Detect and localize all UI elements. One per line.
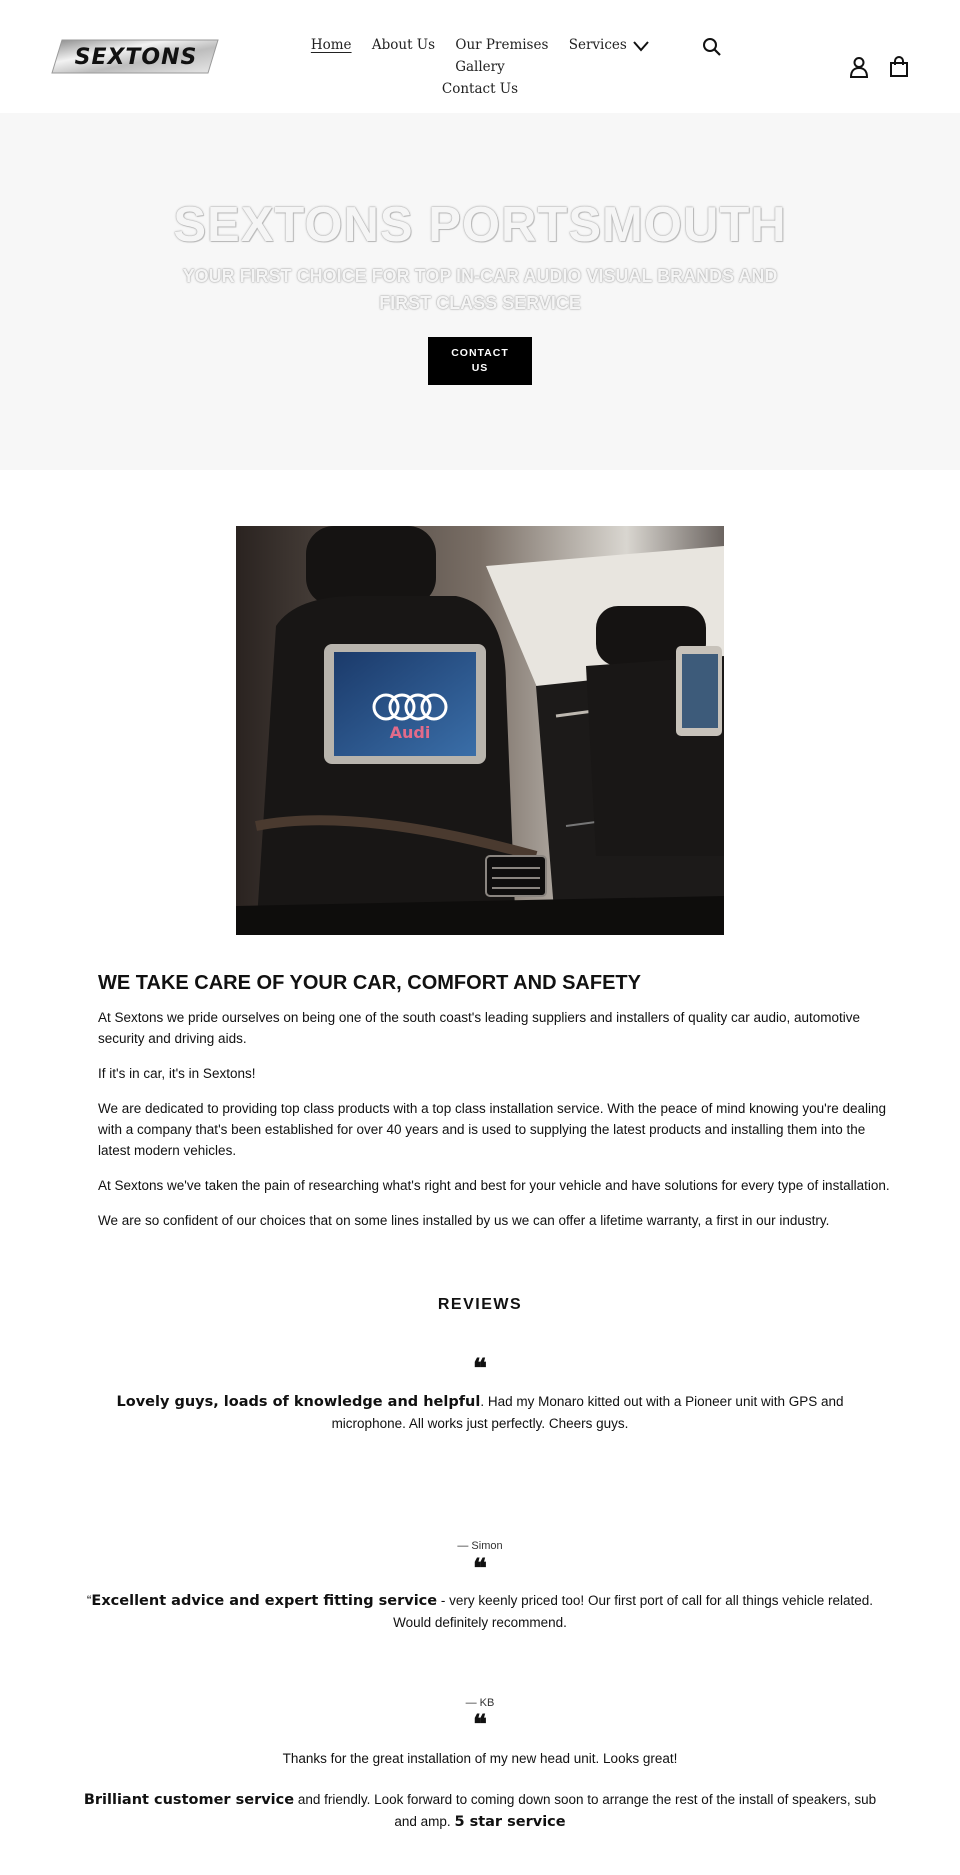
contact-us-button-line2[interactable]: US (471, 362, 489, 374)
about-heading: WE TAKE CARE OF YOUR CAR, COMFORT AND SAFETY (98, 972, 641, 994)
car-interior-image (236, 526, 724, 935)
about-paragraph-1: At Sextons we pride ourselves on being one of the south coast's leading suppliers and installers of quality car audio, automotive security and driving aids. (98, 1010, 861, 1046)
about-paragraph-5: We are so confident of our choices that on some lines installed by us we can offer a lifetime warranty, a first in our industry. (98, 1213, 830, 1228)
quote-icon: ❝ (473, 1710, 487, 1740)
hero-subtitle: YOUR FIRST CHOICE FOR TOP IN-CAR AUDIO VISUAL BRANDS AND FIRST CLASS SERVICE (182, 266, 778, 313)
quote-icon: ❝ (473, 1354, 487, 1384)
about-section (98, 972, 898, 1245)
review-3-highlight: Brilliant customer service (83, 1792, 295, 1808)
review-3-highlight-end: 5 star service (454, 1814, 566, 1830)
about-paragraph-3: We are dedicated to providing top class products with a top class installation service. With the peace of mind knowing you're dealing with a company that's been established for over 40 years and is used to supplying the latest products and installing them into the latest modern vehicles. (98, 1101, 887, 1158)
review-2-text (80, 1590, 880, 1633)
review-1-body: . Had my Monaro kitted out with a Pioneer unit with GPS and microphone. All works just perfectly. Cheers guys. (331, 1394, 844, 1431)
nav-services[interactable] (569, 34, 649, 56)
review-3-line1: Thanks for the great installation of my new head unit. Looks great! (282, 1751, 678, 1766)
review-3-text (80, 1789, 880, 1833)
nav-contact-us[interactable]: Contact Us (441, 81, 519, 97)
contact-us-button[interactable] (428, 337, 532, 385)
review-2-author: — KB (465, 1697, 495, 1709)
about-paragraph-2: If it's in car, it's in Sextons! (98, 1066, 256, 1081)
car-interior-illustration (236, 526, 724, 935)
nav-gallery[interactable]: Gallery (455, 59, 505, 75)
review-1-highlight: Lovely guys, loads of knowledge and helpful (116, 1394, 481, 1410)
nav-services-label[interactable]: Services (568, 37, 627, 53)
cart-icon[interactable] (889, 56, 909, 78)
review-3-body: and friendly. Look forward to coming down soon to arrange the rest of the install of speakers, sub and amp. (294, 1792, 877, 1829)
review-2-highlight: Excellent advice and expert fitting service (91, 1593, 438, 1609)
review-2-prefix: “ (86, 1593, 92, 1608)
review-2-body: - very keenly priced too! Our first port of call for all things vehicle related. Would definitely recommend. (393, 1593, 874, 1630)
nav-about-us[interactable]: About Us (371, 37, 436, 53)
quote-icon: ❝ (473, 1554, 487, 1584)
site-header (0, 0, 960, 113)
review-1-author: — Simon (457, 1540, 503, 1552)
sextons-logo[interactable] (50, 38, 220, 75)
nav-home[interactable]: Home (310, 37, 352, 53)
logo-text: SEXTONS (74, 45, 198, 70)
hero-title: SEXTONS PORTSMOUTH (173, 198, 787, 252)
audi-screen-text: Audi (389, 723, 431, 742)
nav-our-premises[interactable]: Our Premises (455, 37, 549, 53)
hero-banner (0, 113, 960, 470)
about-paragraph-4: At Sextons we've taken the pain of researching what's right and best for your vehicle and have solutions for every type of installation. (98, 1178, 890, 1193)
chevron-down-icon[interactable] (633, 40, 649, 52)
account-icon[interactable] (849, 56, 869, 78)
reviews-heading: REVIEWS (437, 1296, 523, 1313)
search-icon[interactable] (702, 37, 722, 57)
contact-us-button-line1[interactable]: CONTACT (451, 347, 509, 359)
main-nav (280, 34, 680, 100)
review-1-text (80, 1391, 880, 1434)
